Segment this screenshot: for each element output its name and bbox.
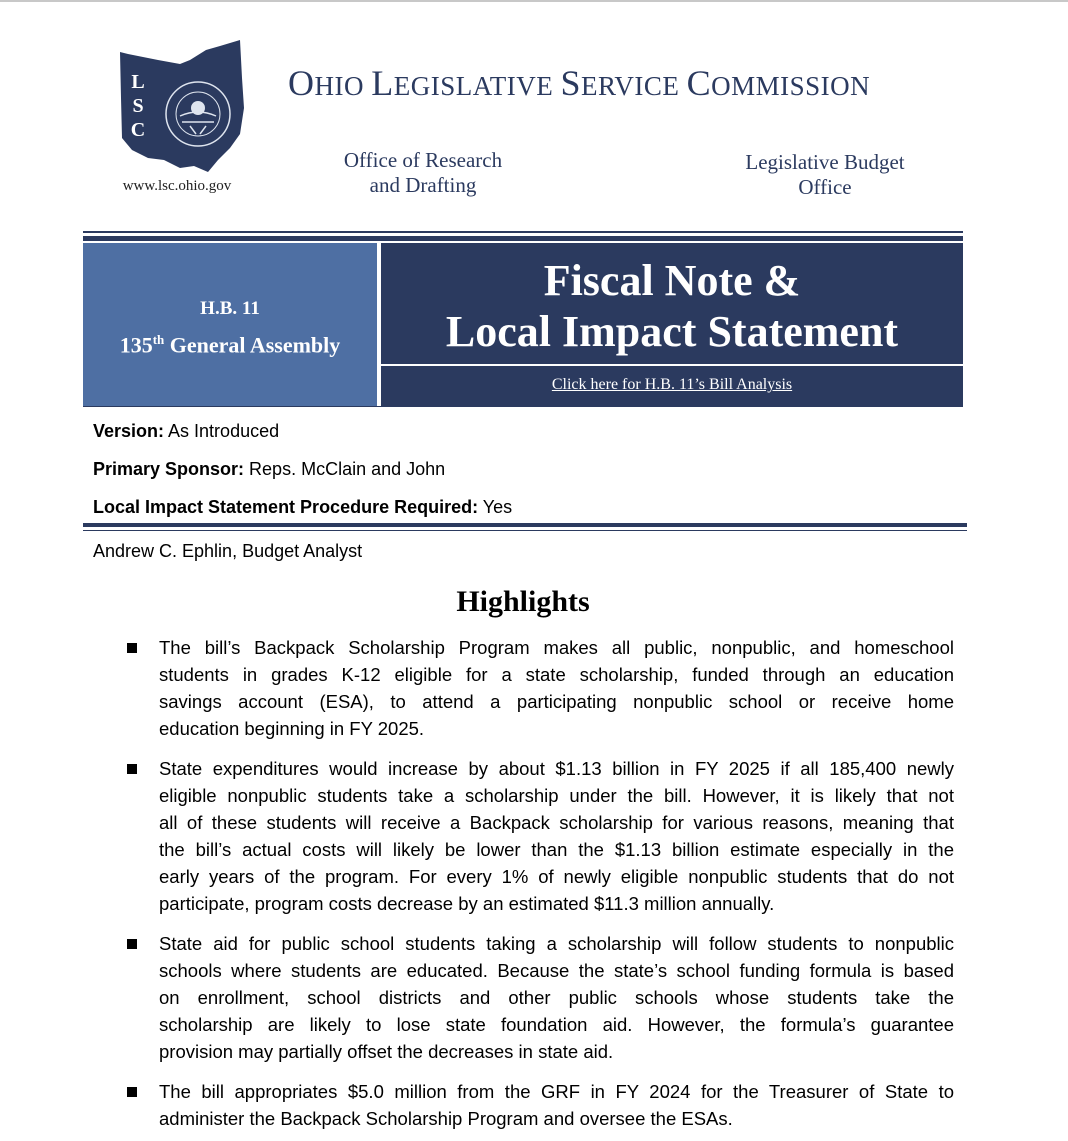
office-research-drafting: Office of Research and Drafting: [343, 148, 503, 197]
ohio-lsc-logo-icon: [118, 38, 246, 174]
divider-rule: [83, 530, 967, 531]
document-title-box: [381, 243, 963, 364]
general-assembly: 135th General Assembly: [119, 332, 341, 358]
divider-rule: [83, 406, 963, 407]
highlight-item: State aid for public school students taking a scholarship will follow students to nonpublic schools where students are educated. Because the state’s school funding formula is based on enrollment, school districts and other public schools whose students take the scholarship are likely to lose state foundation aid. However, the formula’s guarantee provision may partially offset the decreases in state aid.: [159, 933, 954, 1062]
website-url[interactable]: www.lsc.ohio.gov: [122, 178, 232, 194]
bill-analysis-box: [381, 366, 963, 406]
highlights-heading: Highlights: [456, 585, 590, 618]
bill-number: H.B. 11: [200, 298, 260, 319]
bill-analysis-link[interactable]: Click here for H.B. 11’s Bill Analysis: [551, 376, 793, 393]
office-legislative-budget: Legislative Budget Office: [745, 150, 905, 199]
bullet-icon: [127, 939, 137, 949]
logo-letter-l: L: [131, 71, 145, 93]
highlight-item: The bill’s Backpack Scholarship Program makes all public, nonpublic, and homeschool students in grades K-12 eligible for a state scholarship, funded through an education savings account (ESA), to attend a participating nonpublic school or receive home education beginning in FY 2025.: [159, 637, 954, 739]
sponsor-line: Primary Sponsor: Reps. McClain and John: [93, 459, 446, 479]
document-title-line2: Local Impact Statement: [445, 307, 899, 356]
version-line: Version: As Introduced: [93, 421, 280, 441]
bullet-icon: [127, 643, 137, 653]
divider-rule: [83, 523, 967, 527]
bill-info-box: [83, 243, 377, 406]
highlight-item: The bill appropriates $5.0 million from the GRF in FY 2024 for the Treasurer of State to administer the Backpack Scholarship Program and oversee the ESAs.: [159, 1081, 954, 1129]
divider-rule: [83, 231, 963, 233]
budget-analyst: Andrew C. Ephlin, Budget Analyst: [93, 541, 363, 561]
org-title: OHIO LEGISLATIVE SERVICE COMMISSION: [288, 63, 871, 103]
document-title-line1: Fiscal Note &: [543, 256, 801, 305]
logo-letter-c: C: [130, 119, 146, 141]
top-border: [0, 0, 1068, 2]
highlight-item: State expenditures would increase by about $1.13 billion in FY 2025 if all 185,400 newly eligible nonpublic students take a scholarship under the bill. However, it is likely that not all of these students will receive a Backpack scholarship for various reasons, meaning that the bill’s actual costs will likely be lower than the $1.13 billion estimate especially in the early years of the program. For every 1% of newly eligible nonpublic students that do not participate, program costs decrease by an estimated $11.3 million annually.: [159, 758, 954, 914]
logo-letter-s: S: [132, 95, 144, 117]
bullet-icon: [127, 1087, 137, 1097]
bullet-icon: [127, 764, 137, 774]
local-impact-line: Local Impact Statement Procedure Required: Yes: [93, 497, 513, 517]
divider-rule: [83, 236, 963, 241]
